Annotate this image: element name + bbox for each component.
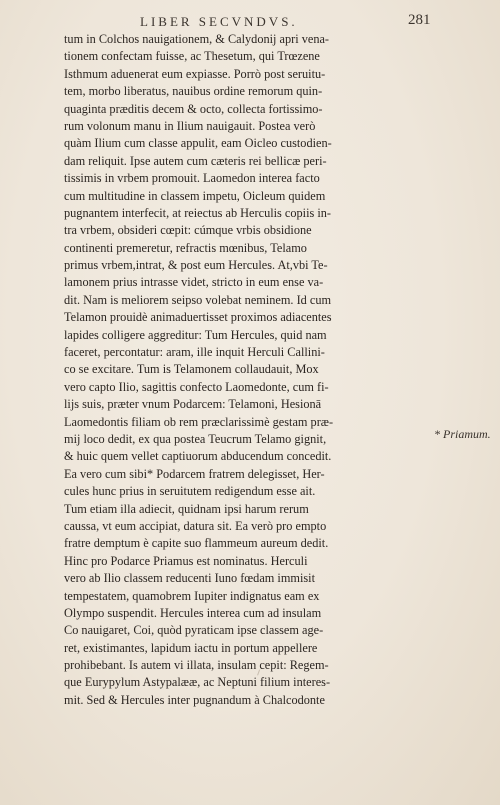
- text-line: Laomedontis filiam ob rem præclarissimè gestam præ-: [64, 414, 334, 429]
- text-line: dam reliquit. Ipse autem cum cæteris rei bellicæ peri-: [64, 153, 327, 168]
- page-number: 281: [408, 12, 431, 28]
- text-line: lijs suis, præter vnum Podarcem: Telamoni, Hesionā: [64, 397, 322, 412]
- text-line: caussa, vt eum accipiat, datura sit. Ea verò pro empto: [64, 518, 327, 533]
- text-line: Isthmum aduenerat eum expiasse. Porrò post seruitu-: [64, 66, 326, 81]
- text-line: mit. Sed & Hercules inter pugnandum à Chalcodonte: [64, 692, 325, 707]
- text-line: cules hunc prius in seruitutem redigendum esse ait.: [64, 484, 316, 499]
- text-line: co se excitare. Tum is Telamonem collaudauit, Mox: [64, 362, 319, 377]
- text-line: Telamon prouidè animaduertisset proximos adiacentes: [64, 310, 332, 325]
- text-line: & huic quem vellet captiuorum abducendum concedit.: [64, 449, 332, 464]
- running-head: LIBER SECVNDVS.: [140, 14, 298, 29]
- text-line: quaginta præditis decem & octo, collecta fortissimo-: [64, 101, 323, 116]
- text-line: Co nauigaret, Coi, quòd pyraticam ipse classem age-: [64, 623, 324, 638]
- text-line: ret, existimantes, lapidum iactu in portum appellere: [64, 640, 318, 655]
- text-line: Hinc pro Podarce Priamus est nominatus. Herculi: [64, 553, 308, 568]
- text-line: prohibebant. Is autem vi illata, insulam cepit: Regem-: [64, 658, 329, 673]
- text-line: primus vrbem,intrat, & post eum Hercules. At,vbi Te-: [64, 258, 328, 273]
- text-line: Ea vero cum sibi* Podarcem fratrem delegisset, Her-: [64, 466, 325, 481]
- text-line: vero ab Ilio classem reducenti Iuno fœdam immisit: [64, 571, 315, 586]
- text-line: Tum etiam illa adiecit, quidnam ipsi harum rerum: [64, 501, 309, 516]
- body-text: [64, 31, 422, 709]
- text-line: fratre demptum è capite suo flammeum aureum dedit.: [64, 536, 329, 551]
- text-line: tionem confectam fuisse, ac Thesetum, qui Trœzene: [64, 49, 320, 64]
- text-line: lamonem prius intrasse videt, stricto in eum ense va-: [64, 275, 324, 290]
- text-line: tra vrbem, obsideri cœpit: cúmque vrbis obsidione: [64, 223, 312, 238]
- text-line: que Eurypylum Astypalææ, ac Neptuni filium interes-: [64, 675, 331, 690]
- text-line: tissimis in vrbem promouit. Laomedon interea facto: [64, 171, 320, 186]
- text-line: continenti premeretur, refractis mœnibus, Telamo: [64, 240, 307, 255]
- text-line: lapides colligere aggreditur: Tum Hercules, quid nam: [64, 327, 327, 342]
- text-line: cum multitudine in classem impetu, Oicleum quidem: [64, 188, 326, 203]
- text-line: tem, morbo liberatus, nauibus ordine remorum quin-: [64, 84, 323, 99]
- text-line: tempestatem, quamobrem Iupiter indignatus eam ex: [64, 588, 320, 603]
- text-line: Olympo suspendit. Hercules interea cum ad insulam: [64, 605, 322, 620]
- text-line: tum in Colchos nauigationem, & Calydonij apri vena-: [64, 32, 330, 46]
- marginal-note: * Priamum.: [434, 427, 491, 441]
- text-line: mij loco dedit, ex qua postea Teucrum Telamo gignit,: [64, 431, 327, 446]
- text-line: quàm Ilium cum classe appulit, eam Oicleo custodien-: [64, 136, 332, 151]
- text-line: dit. Nam is meliorem seipso volebat neminem. Id cum: [64, 292, 332, 307]
- text-line: vero capto Ilio, sagittis confecto Laomedonte, cum fi-: [64, 379, 329, 394]
- text-line: rum volonum manu in Ilium nauigauit. Postea verò: [64, 118, 316, 133]
- text-line: pugnantem interfecit, at reiectus ab Herculis copiis in-: [64, 205, 332, 220]
- text-line: faceret, percontatur: aram, ille inquit Herculi Callini-: [64, 345, 325, 360]
